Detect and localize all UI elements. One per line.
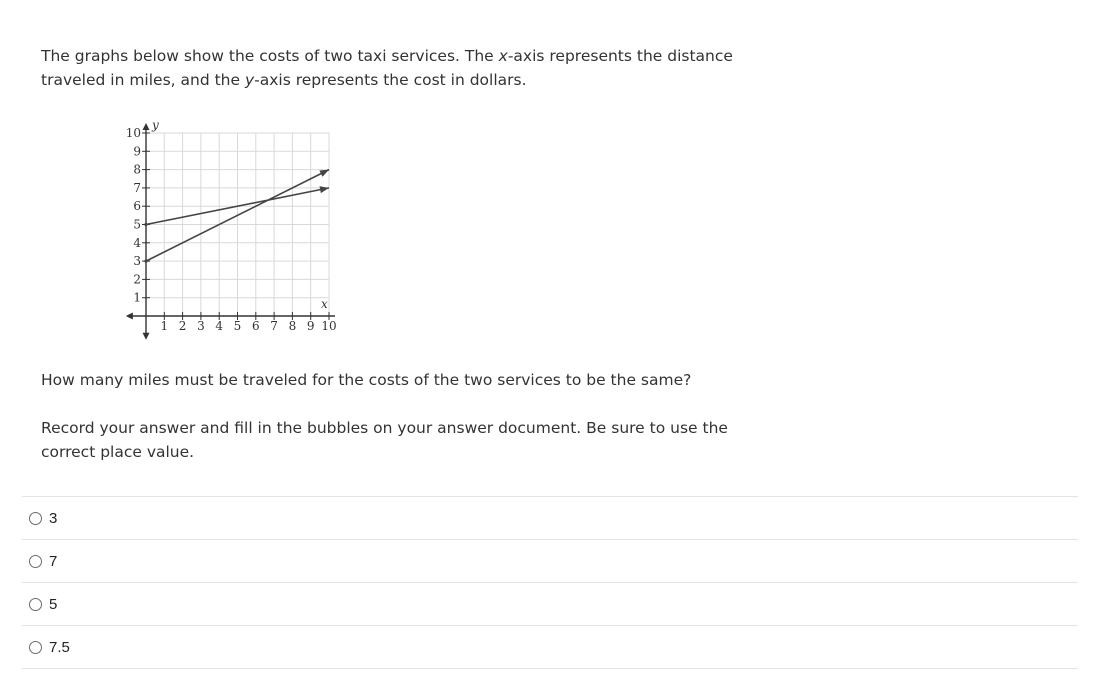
- radio-button-icon[interactable]: [29, 555, 42, 568]
- y-tick-label: 5: [133, 217, 141, 232]
- question-prompt: How many miles must be traveled for the costs of the two services to be the same?: [41, 371, 692, 389]
- series-arrow-icon-1: [319, 186, 329, 193]
- choice-option-2[interactable]: [22, 540, 1078, 583]
- x-tick-label: 6: [251, 319, 260, 333]
- y-tick-label: 2: [133, 272, 141, 287]
- x-tick-label: 8: [288, 319, 297, 333]
- y-tick-label: 3: [133, 254, 141, 269]
- y-axis-down-arrow-icon: [143, 333, 150, 340]
- y-tick-label: 1: [133, 290, 141, 305]
- choice-option-1[interactable]: [22, 497, 1078, 540]
- choice-label: 7.5: [49, 638, 70, 656]
- x-tick-label: 5: [233, 319, 242, 333]
- var-y: y: [244, 71, 255, 89]
- y-tick-label: 6: [133, 199, 141, 214]
- choice-label: 5: [49, 595, 58, 613]
- y-tick-label: 10: [125, 126, 141, 140]
- series-arrow-icon-2: [319, 170, 329, 177]
- choice-option-3[interactable]: [22, 583, 1078, 626]
- x-tick-label: 10: [321, 319, 337, 333]
- x-axis-label: x: [321, 297, 328, 311]
- choice-label: 7: [49, 552, 58, 570]
- y-axis-label: y: [152, 118, 159, 132]
- x-axis-left-arrow-icon: [126, 313, 133, 320]
- x-tick-label: 3: [197, 319, 205, 333]
- y-tick-label: 8: [133, 162, 141, 177]
- choice-option-4[interactable]: [22, 626, 1078, 669]
- cost-graph: [116, 114, 346, 344]
- x-tick-label: 1: [160, 319, 169, 333]
- answer-choices: [22, 496, 1078, 669]
- x-tick-label: 9: [306, 319, 315, 333]
- radio-button-icon[interactable]: [29, 512, 42, 525]
- y-tick-label: 4: [133, 235, 141, 250]
- series-start-point-1: [144, 223, 147, 226]
- y-tick-label: 9: [133, 144, 141, 159]
- x-tick-label: 4: [215, 319, 224, 333]
- y-tick-label: 7: [133, 180, 141, 195]
- choice-label: 3: [49, 509, 58, 527]
- graph-ticks: [126, 126, 337, 333]
- graph-grid: [146, 133, 329, 316]
- series-start-point-2: [144, 260, 147, 263]
- x-tick-label: 2: [178, 319, 187, 333]
- x-tick-label: 7: [270, 319, 278, 333]
- graph-series: [144, 170, 329, 263]
- y-axis-up-arrow-icon: [143, 123, 150, 130]
- var-x: x: [498, 47, 508, 65]
- question-intro: The graphs below show the costs of two taxi services. The x-axis represents the distance traveled in miles, and the y-axis represents the cost in dollars.: [41, 47, 733, 89]
- question-instructions: Record your answer and fill in the bubbles on your answer document. Be sure to use the correct place value.: [41, 419, 728, 461]
- radio-button-icon[interactable]: [29, 598, 42, 611]
- radio-button-icon[interactable]: [29, 641, 42, 654]
